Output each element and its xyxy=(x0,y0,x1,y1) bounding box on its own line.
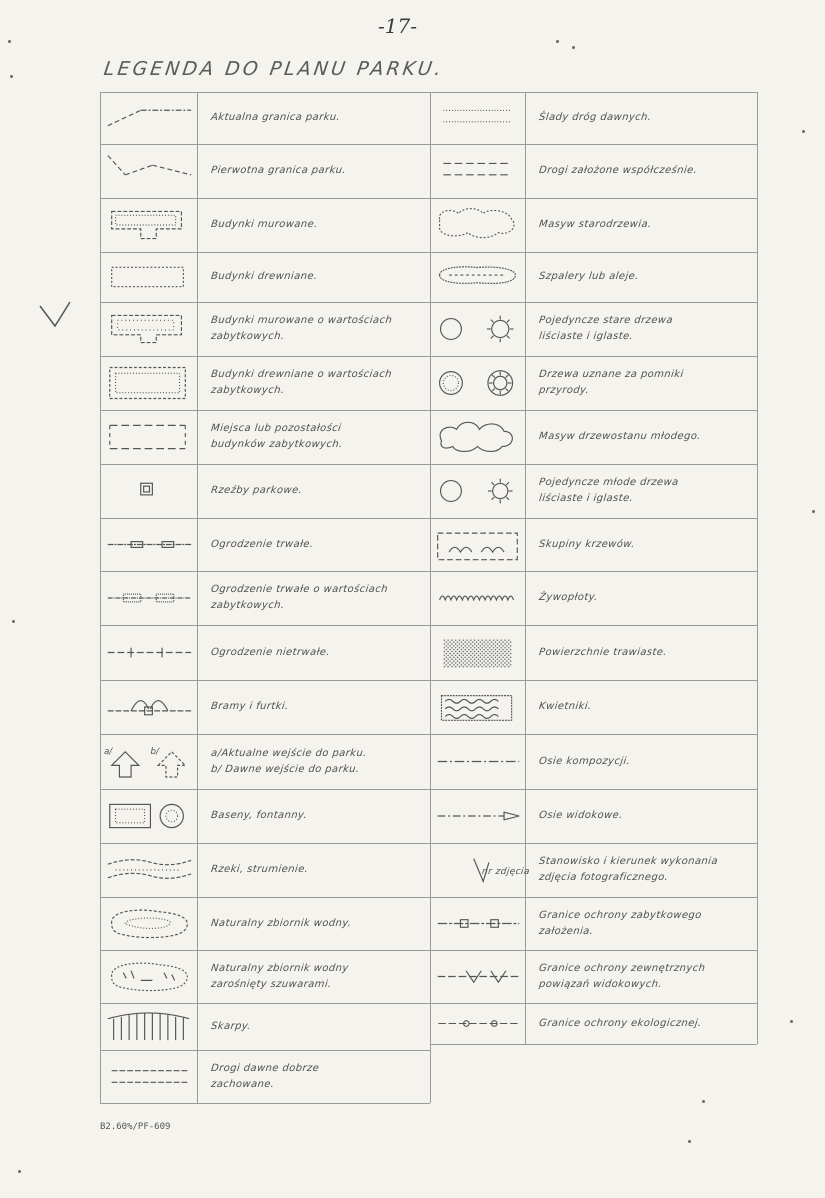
legend-row xyxy=(102,897,195,950)
legend-row xyxy=(102,571,195,625)
legend-row xyxy=(432,252,523,302)
modern-road-icon xyxy=(432,144,523,198)
original-boundary-icon xyxy=(102,144,195,198)
legend-label: budynków zabytkowych. xyxy=(210,439,344,450)
legend-label: Rzeźby parkowe. xyxy=(210,485,303,496)
legend-label: Ogrodzenie trwałe o wartościach xyxy=(210,584,389,595)
footer-code: B2.60%/PF-609 xyxy=(100,1122,171,1132)
ecological-protection-boundary-icon xyxy=(432,1003,523,1044)
legend-label: Ogrodzenie trwałe. xyxy=(210,538,315,550)
scan-speck xyxy=(10,75,13,78)
legend-label: Masyw drzewostanu młodego. xyxy=(538,431,702,442)
pool-fountain-icon xyxy=(102,789,195,843)
legend-label: Drzewa uznane za pomniki xyxy=(538,369,685,380)
historic-wooden-building-icon xyxy=(102,356,195,410)
legend-label: Drogi założone współcześnie. xyxy=(538,165,698,176)
legend-row xyxy=(102,734,195,789)
legend-row xyxy=(432,950,523,1003)
legend-label: zabytkowych. xyxy=(210,385,286,396)
gate-icon xyxy=(102,680,195,734)
legend-label: zdjęcia fotograficznego. xyxy=(538,872,669,883)
legend-row xyxy=(432,1003,523,1044)
page-title: LEGENDA DO PLANU PARKU. xyxy=(102,58,446,80)
park-sculpture-icon xyxy=(102,464,195,518)
legend-row xyxy=(432,897,523,950)
legend-label: założenia. xyxy=(538,925,594,937)
legend-row xyxy=(102,1003,195,1050)
legend-row xyxy=(102,680,195,734)
legend-row xyxy=(102,1050,195,1103)
legend-label: Aktualna granica parku. xyxy=(210,112,341,123)
view-axis-icon xyxy=(432,789,523,843)
table-rule xyxy=(100,92,101,1103)
legend-label: Powierzchnie trawiaste. xyxy=(538,646,668,658)
table-rule xyxy=(197,92,198,1103)
legend-row xyxy=(102,302,195,356)
legend-label: Skupiny krzewów. xyxy=(538,538,636,550)
legend-label: Ślady dróg dawnych. xyxy=(538,112,652,123)
historic-building-remains-icon xyxy=(102,410,195,464)
hedge-icon xyxy=(432,571,523,625)
view-protection-boundary-icon xyxy=(432,950,523,1003)
legend-label: Budynki drewniane o wartościach xyxy=(210,369,393,380)
legend-label: liściaste i iglaste. xyxy=(538,493,634,504)
legend-row xyxy=(432,92,523,144)
legend-row xyxy=(102,356,195,410)
permanent-fence-icon xyxy=(102,518,195,571)
legend-label: zachowane. xyxy=(210,1078,275,1090)
legend-row xyxy=(432,789,523,843)
legend-label: Osie widokowe. xyxy=(538,810,624,821)
scan-speck xyxy=(802,130,805,133)
young-tree-stand-icon xyxy=(432,410,523,464)
legend-label: powiązań widokowych. xyxy=(538,978,663,990)
legend-row xyxy=(432,356,523,410)
table-rule xyxy=(525,92,526,1044)
legend-row xyxy=(432,518,523,571)
legend-label: a/Aktualne wejście do parku. xyxy=(210,747,368,759)
legend-row xyxy=(432,464,523,518)
scan-speck xyxy=(18,1170,21,1173)
legend-row xyxy=(102,144,195,198)
legend-label: Pojedyncze młode drzewa xyxy=(538,477,680,488)
legend-label: Granice ochrony zewnętrznych xyxy=(538,962,706,974)
legend-label: zarośnięty szuwarami. xyxy=(210,978,333,990)
legend-row xyxy=(432,571,523,625)
legend-label: Masyw starodrzewia. xyxy=(538,219,653,230)
legend-row xyxy=(432,625,523,680)
legend-label: Drogi dawne dobrze xyxy=(210,1062,320,1074)
legend-row xyxy=(102,92,195,144)
river-stream-icon xyxy=(102,843,195,897)
legend-label: Pierwotna granica parku. xyxy=(210,165,347,176)
legend-label: Żywopłoty. xyxy=(538,592,599,603)
legend-row xyxy=(432,302,523,356)
svg-text:b/: b/ xyxy=(150,746,159,757)
legend-label: Stanowisko i kierunek wykonania xyxy=(538,856,719,867)
legend-label: Granice ochrony zabytkowego xyxy=(538,909,703,921)
legend-row xyxy=(102,410,195,464)
legend-row xyxy=(102,518,195,571)
legend-label: Pojedyncze stare drzewa xyxy=(538,315,674,326)
legend-label: Bramy i furtki. xyxy=(210,701,290,712)
single-old-tree-icon xyxy=(432,302,523,356)
photo-number-label: nr zdjęcia xyxy=(481,867,531,877)
legend-label: liściaste i iglaste. xyxy=(538,331,634,342)
single-young-tree-icon xyxy=(432,464,523,518)
old-road-icon xyxy=(102,1050,195,1103)
legend-row xyxy=(102,198,195,252)
legend-row xyxy=(102,843,195,897)
masonry-building-icon xyxy=(102,198,195,252)
legend-label: Baseny, fontanny. xyxy=(210,810,308,821)
legend-label: Kwietniki. xyxy=(538,701,593,712)
margin-check-mark xyxy=(38,300,72,330)
old-tree-stand-icon xyxy=(432,198,523,252)
scan-speck xyxy=(702,1100,705,1103)
historic-masonry-building-icon xyxy=(102,302,195,356)
table-rule xyxy=(100,1103,430,1104)
legend-row xyxy=(432,680,523,734)
legend-label: zabytkowych. xyxy=(210,331,286,342)
legend-row xyxy=(102,950,195,1003)
legend-row xyxy=(102,464,195,518)
svg-text:a/: a/ xyxy=(103,746,113,757)
legend-label: Rzeki, strumienie. xyxy=(210,864,309,875)
former-road-traces-icon xyxy=(432,92,523,144)
legend-row xyxy=(432,734,523,789)
lawn-icon xyxy=(432,625,523,680)
legend-row xyxy=(102,789,195,843)
legend-label: Naturalny zbiornik wodny. xyxy=(210,917,352,929)
legend-label: Skarpy. xyxy=(210,1020,252,1032)
legend-row xyxy=(432,198,523,252)
temporary-fence-icon xyxy=(102,625,195,680)
tree-row-alley-icon xyxy=(432,252,523,302)
historic-fence-icon xyxy=(102,571,195,625)
scan-speck xyxy=(790,1020,793,1023)
scan-speck xyxy=(556,40,559,43)
scan-speck xyxy=(8,40,11,43)
scan-speck xyxy=(812,510,815,513)
shrub-group-icon xyxy=(432,518,523,571)
legend-row xyxy=(102,252,195,302)
escarpment-icon xyxy=(102,1003,195,1050)
current-boundary-icon xyxy=(102,92,195,144)
natural-pond-icon xyxy=(102,897,195,950)
legend-label: Miejsca lub pozostałości xyxy=(210,423,342,434)
legend-label: Budynki murowane. xyxy=(210,219,319,230)
table-rule xyxy=(430,1044,757,1045)
scan-speck xyxy=(688,1140,691,1143)
composition-axis-icon xyxy=(432,734,523,789)
legend-row xyxy=(432,144,523,198)
legend-row xyxy=(432,410,523,464)
page-number: -17- xyxy=(378,14,417,38)
legend-label: przyrody. xyxy=(538,385,590,396)
legend-row xyxy=(102,625,195,680)
legend-label: Ogrodzenie nietrwałe. xyxy=(210,646,331,658)
overgrown-pond-icon xyxy=(102,950,195,1003)
legend-label: Osie kompozycji. xyxy=(538,755,631,767)
natural-monument-tree-icon xyxy=(432,356,523,410)
legend-label: Granice ochrony ekologicznej. xyxy=(538,1017,703,1029)
scan-speck xyxy=(572,46,575,49)
legend-label: Budynki murowane o wartościach xyxy=(210,315,393,326)
legend-label: Szpalery lub aleje. xyxy=(538,271,640,282)
park-entrance-icon xyxy=(102,734,195,789)
flower-bed-icon xyxy=(432,680,523,734)
legend-label: zabytkowych. xyxy=(210,600,286,611)
table-rule xyxy=(430,92,431,1103)
legend-label: b/ Dawne wejście do parku. xyxy=(210,763,361,775)
wooden-building-icon xyxy=(102,252,195,302)
heritage-protection-boundary-icon xyxy=(432,897,523,950)
scan-speck xyxy=(12,620,15,623)
legend-label: Budynki drewniane. xyxy=(210,271,319,282)
legend-label: Naturalny zbiornik wodny xyxy=(210,962,350,974)
table-rule xyxy=(757,92,758,1044)
